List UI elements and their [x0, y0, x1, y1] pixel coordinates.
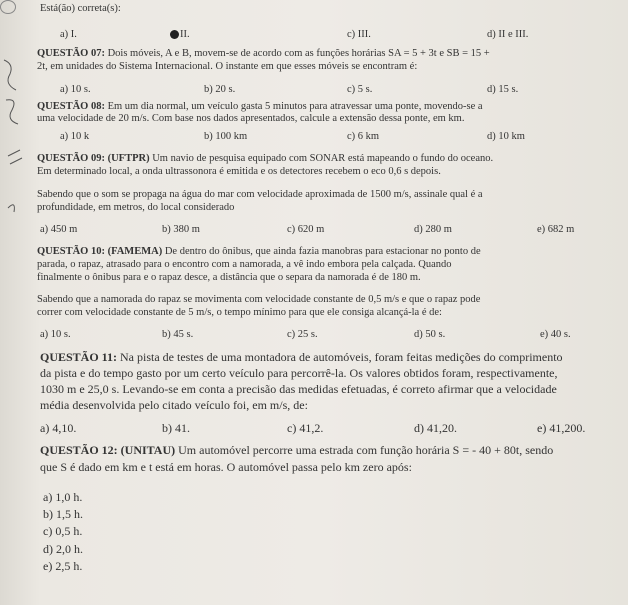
q10-line1: De dentro do ônibus, que ainda fazia manobras para estacionar no ponto de	[164, 246, 481, 257]
q07-option-b: b) 20 s.	[204, 84, 236, 95]
q06-option-c: c) III.	[347, 29, 371, 40]
q10-line5: correr com velocidade constante de 5 m/s, o tempo mínimo para que ele consiga alcançá-la é de:	[37, 307, 442, 318]
q12-option-a: a) 1,0 h.	[43, 490, 83, 504]
q11-line2: da pista e do tempo gasto por um certo veículo para percorrê-la. Os valores obtidos foram, respectivamente,	[40, 366, 558, 380]
q06-option-d: d) II e III.	[487, 29, 529, 40]
margin-scribble-icon	[0, 40, 30, 240]
q09-line1: Um navio de pesquisa equipado com SONAR está mapeando o fundo do oceano.	[152, 153, 494, 164]
q11-option-e: e) 41,200.	[537, 421, 586, 435]
q08-line2: uma velocidade de 20 m/s. Com base nos dados apresentados, calcule a extensão dessa ponte, em km.	[37, 113, 465, 124]
q09-option-c: c) 620 m	[287, 224, 325, 235]
q12-text	[40, 443, 553, 457]
q11-line3: 1030 m e 25,0 s. Levando-se em conta a precisão das medidas efetuadas, é correto afirmar que a velocidade	[40, 382, 557, 396]
q12-option-b: b) 1,5 h.	[43, 507, 83, 521]
q08-title: QUESTÃO 08:	[37, 101, 105, 112]
q07-text	[37, 48, 490, 60]
q10-option-d: d) 50 s.	[414, 329, 446, 340]
q10-line4: Sabendo que a namorada do rapaz se movimenta com velocidade constante de 0,5 m/s e que o rapaz pode	[37, 294, 481, 305]
q10-text	[37, 246, 481, 258]
q12-option-e: e) 2,5 h.	[43, 559, 83, 573]
q07-option-a: a) 10 s.	[60, 84, 91, 95]
q10-option-c: c) 25 s.	[287, 329, 318, 340]
q06-option-b: II.	[180, 29, 190, 40]
q09-option-a: a) 450 m	[40, 224, 78, 235]
q09-option-e: e) 682 m	[537, 224, 575, 235]
q08-option-b: b) 100 km	[204, 131, 248, 142]
q08-option-a: a) 10 k	[60, 131, 90, 142]
q06-option-a: a) I.	[60, 29, 77, 40]
q12-option-c: c) 0,5 h.	[43, 524, 83, 538]
q09-line3: Sabendo que o som se propaga na água do mar com velocidade aproximada de 1500 m/s, assinale qual é a	[37, 189, 483, 200]
q10-line3: finalmente o ônibus para e o rapaz desce, a distância que o separa da namorada é de 180 m.	[37, 272, 421, 283]
q07-option-c: c) 5 s.	[347, 84, 373, 95]
header-text: Está(ão) correta(s):	[40, 3, 121, 14]
q11-option-c: c) 41,2.	[287, 421, 324, 435]
q08-option-c: c) 6 km	[347, 131, 380, 142]
q11-title: QUESTÃO 11:	[40, 350, 118, 364]
q08-text	[37, 101, 483, 113]
q09-title: QUESTÃO 09: (UFTPR)	[37, 153, 150, 164]
q11-option-a: a) 4,10.	[40, 421, 77, 435]
q07-line1: Dois móveis, A e B, movem-se de acordo com as funções horárias SA = 5 + 3t e SB = 15 +	[107, 48, 490, 59]
q11-option-b: b) 41.	[162, 421, 190, 435]
q08-option-d: d) 10 km	[487, 131, 525, 142]
q09-option-d: d) 280 m	[414, 224, 452, 235]
q12-line1: Um automóvel percorre uma estrada com função horária S = - 40 + 80t, sendo	[178, 443, 554, 457]
q12-line2: que S é dado em km e t está em horas. O automóvel passa pelo km zero após:	[40, 460, 412, 474]
q12-title: QUESTÃO 12: (UNITAU)	[40, 443, 176, 457]
q11-line1: Na pista de testes de uma montadora de automóveis, foram feitas medições do comprimento	[120, 350, 563, 364]
q10-line2: parada, o rapaz, atrasado para o encontro com a namorada, a vê indo embora pela calçada. Quando	[37, 259, 452, 270]
q09-text	[37, 153, 493, 165]
q10-title: QUESTÃO 10: (FAMEMA)	[37, 246, 163, 257]
q12-option-d: d) 2,0 h.	[43, 542, 83, 556]
q08-line1: Em um dia normal, um veículo gasta 5 minutos para atravessar uma ponte, movendo-se a	[107, 101, 483, 112]
q09-option-b: b) 380 m	[162, 224, 200, 235]
q10-option-a: a) 10 s.	[40, 329, 71, 340]
q10-option-b: b) 45 s.	[162, 329, 194, 340]
q11-option-d: d) 41,20.	[414, 421, 457, 435]
q07-option-d: d) 15 s.	[487, 84, 519, 95]
q07-title: QUESTÃO 07:	[37, 48, 105, 59]
q09-line4: profundidade, em metros, do local considerado	[37, 202, 235, 213]
punch-hole-icon	[0, 0, 16, 14]
answer-mark-icon	[170, 30, 179, 39]
q09-line2: Em determinado local, a onda ultrassonora é emitida e os detectores recebem o eco 0,6 s depois.	[37, 166, 441, 177]
q11-text	[40, 350, 563, 364]
q11-line4: média desenvolvida pelo citado veículo foi, em m/s, de:	[40, 398, 308, 412]
q10-option-e: e) 40 s.	[540, 329, 571, 340]
q07-line2: 2t, em unidades do Sistema Internacional. O instante em que esses móveis se encontram é:	[37, 61, 418, 72]
